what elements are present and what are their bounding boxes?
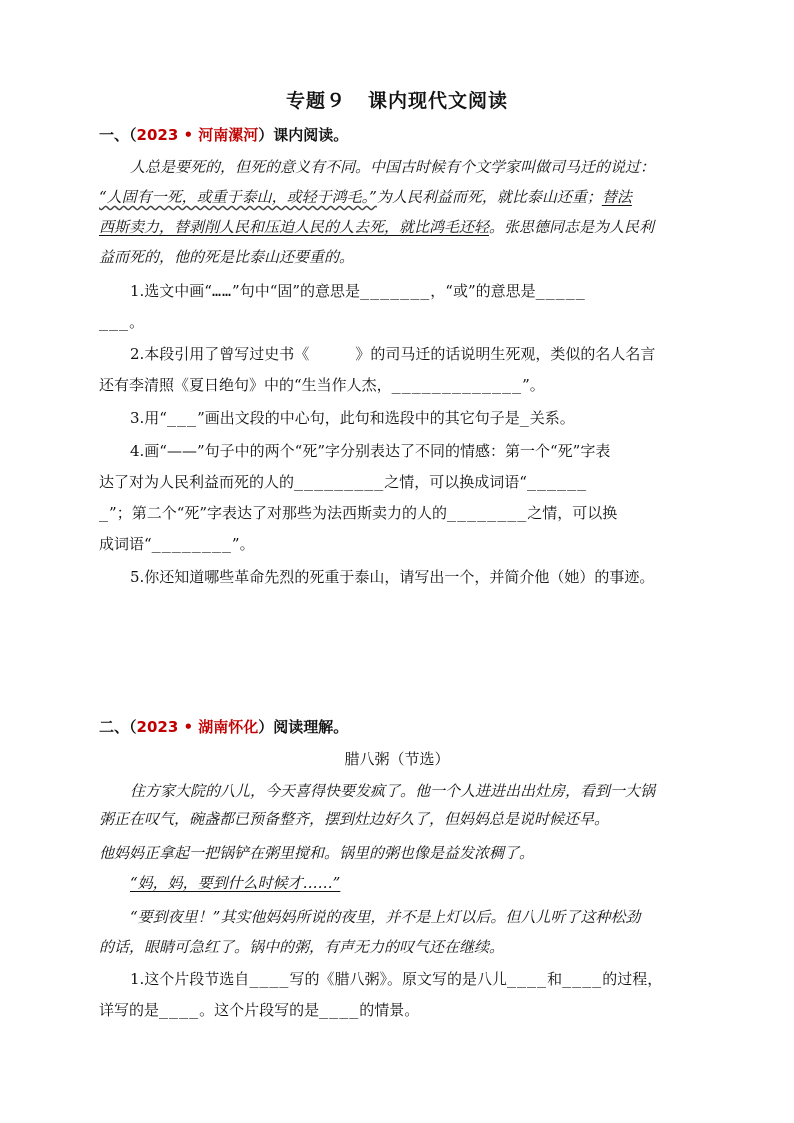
section-1-suffix: ）课内阅读。 [258,126,349,144]
question-3 [130,407,575,428]
s2q1-answer-blank-2[interactable]: ____ [506,970,548,988]
s2q1-text-g: 的情景。 [359,1001,420,1019]
question-2 [130,343,655,364]
s2q1-text-d: 的过程， [602,970,663,988]
q4-text-d: 之情，可以换成词语“ [384,473,527,491]
q1-text-c: ，“或”的意思是 [430,282,536,300]
s2q1-text-f: 。这个片段写的是 [199,1001,320,1019]
section-1-source: 2023 • 河南漯河 [136,126,259,144]
passage-1-underlined-start: 替法 [601,188,632,206]
s2q1-answer-blank-4[interactable]: ____ [159,1001,200,1019]
q1-answer-blank-1[interactable]: _______ [360,282,431,300]
question-4 [130,440,610,461]
quote-wavy: “人固有一死，或重于泰山，或轻于鸿毛。” [99,188,377,206]
passage-2-p1-line-2: 粥正在叹气，碗盏都已预备整齐，摆到灶边好久了，但妈妈总是说时候还早。 [99,810,610,828]
q4-mark: —— [166,442,197,460]
question-4-line-2 [99,471,587,492]
q1-text-a: 1.选文中画“ [130,282,212,300]
title-subject: 课内现代文阅读 [368,90,509,112]
s2q1-answer-blank-5[interactable]: ____ [319,1001,360,1019]
passage-1-line-2 [99,186,632,207]
s2q1-answer-blank-3[interactable]: ____ [562,970,603,988]
question-2-cont [99,374,545,395]
q4-text-b: ”句子中的两个“死”字分别表达了不同的情感：第一个“死”字表 [196,442,611,460]
passage-2-p1-line-1: 住方家大院的八儿，今天喜得快要发疯了。他一个人进进出出灶房，看到一大锅 [130,782,656,800]
s2q1-text-c: 和 [547,970,563,988]
s2q1-answer-blank-1[interactable]: ____ [249,970,290,988]
q3-text-b: ”画出文段的中心句，此句和选段中的其它句子是 [197,409,520,427]
q4-answer-blank-4[interactable]: ________ [151,535,232,553]
question-5: 5.你还知道哪些革命先烈的死重于泰山，请写出一个，并简介他（她）的事迹。 [130,568,655,586]
question-1 [130,280,586,301]
q2-text-b: 》的司马迁的话说明生死观，类似的名人名言 [355,345,656,363]
q4-text-g: 之情，可以换 [527,504,618,522]
passage-1-plain: 为人民利益而死，就比泰山还重； [376,188,602,206]
q3-text-a: 3.用“ [130,409,167,427]
q2-text-a: 2.本段引用了曾写过史书《 [130,345,310,363]
question-4-line-3 [99,502,617,523]
q4-answer-blank-2-cont[interactable]: _ [99,504,110,522]
q2-text-c: 还有李清照《夏日绝句》中的“生当作人杰， [99,376,392,394]
s2q1-text-e: 详写的是 [99,1001,160,1019]
s2q1-text-b: 写的《腊八粥》。原文写的是八儿 [289,970,507,988]
q3-mark: ___ [166,409,198,427]
section-2-question-1-cont [99,999,419,1020]
q1-answer-blank-2[interactable]: _____ [535,282,586,300]
q1-end: 。 [129,313,145,331]
title-topic: 专题９ [285,90,346,112]
q4-answer-blank-3[interactable]: ________ [447,504,528,522]
section-2-suffix: ）阅读理解。 [258,718,349,736]
section-2-source: 2023 • 湖南怀化 [136,718,259,736]
question-4-line-4 [99,533,255,554]
q4-text-a: 4.画“ [130,442,167,460]
q4-text-h: 成词语“ [99,535,152,553]
q1-text-b: ”句中“固”的意思是 [232,282,361,300]
q2-answer-blank[interactable]: _____________ [391,376,523,394]
section-2-question-1 [130,968,662,989]
passage-2-title: 腊八粥（节选） [344,750,450,768]
q4-text-f: ”；第二个“死”字表达了对那些为法西斯卖力的人的 [109,504,448,522]
passage-1-line-3 [99,216,654,237]
q3-answer-blank[interactable]: _ [519,409,530,427]
section-1-prefix: 一、（ [99,126,137,144]
passage-2-p4-line-2: 的话，眼睛可急红了。锅中的粥，有声无力的叹气还在继续。 [99,938,505,956]
q4-answer-blank-1[interactable]: _________ [294,473,385,491]
q4-text-c: 达了对为人民利益而死的人的 [99,473,295,491]
passage-2-p2: 他妈妈正拿起一把锅铲在粥里搅和。锅里的粥也像是益发浓稠了。 [99,844,535,862]
section-1-heading [99,124,348,145]
passage-2-p3-underlined: “妈，妈，要到什么时候才……” [130,874,341,892]
q1-answer-blank-2-cont[interactable]: ___ [99,313,130,331]
passage-1-plain-2: 。张思德同志是为人民利 [489,218,655,236]
q1-mark: …… [211,282,233,300]
q4-text-i: ”。 [231,535,255,553]
page-title [0,86,794,113]
passage-1-line-1: 人总是要死的，但死的意义有不同。中国古时候有个文学家叫做司马迁的说过： [130,158,656,176]
q4-answer-blank-2[interactable]: ______ [526,473,588,491]
passage-1-underlined: 西斯卖力，替剥削人民和压迫人民的人去死，就比鸿毛还轻 [99,218,490,236]
section-2-prefix: 二、（ [99,718,137,736]
q3-text-c: 关系。 [529,409,575,427]
passage-2-p3 [130,872,340,893]
q2-text-d: ”。 [522,376,545,394]
passage-2-p4-line-1: “要到夜里！”其实他妈妈所说的夜里，并不是上灯以后。但八儿听了这种松劲 [130,908,641,926]
section-2-heading [99,716,348,737]
passage-1-line-4: 益而死的，他的死是比泰山还要重的。 [99,248,355,266]
s2q1-text-a: 1.这个片段节选自 [130,970,250,988]
question-1-cont [99,311,144,332]
